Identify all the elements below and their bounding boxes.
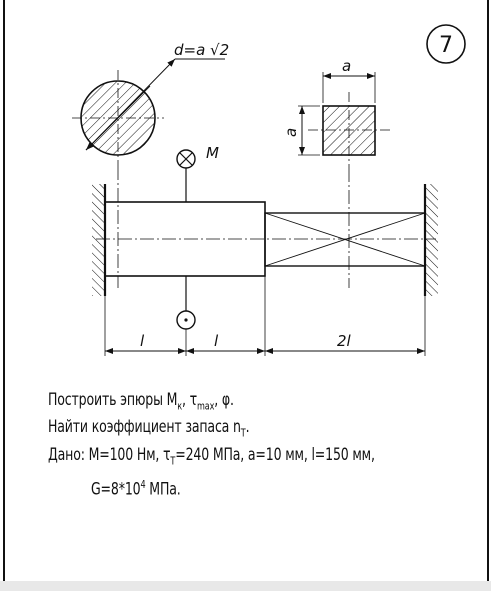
statement-line-2: Найти коэффициент запаса $n_T$. (48, 417, 250, 440)
statement-line-3: Дано: M=100 Нм, $\tau_T=240$ МПа, a=10 мм, l=150 мм, (48, 445, 375, 468)
dim-label-3: 2l (337, 332, 351, 350)
left-wall (92, 184, 105, 296)
square-height-label: a (282, 127, 300, 137)
square-width-label: a (342, 57, 352, 75)
statement-line-1: Построить эпюры $M_к$, $\tau_{max}$, φ. (48, 390, 234, 413)
center-lines (96, 166, 436, 288)
circle-diameter-label: d=a √2 (174, 41, 230, 59)
right-wall (425, 184, 438, 296)
dim-label-2: l (214, 332, 219, 350)
moment-label: M (206, 144, 219, 162)
problem-number: 7 (439, 33, 453, 58)
dimension-lines (105, 276, 425, 356)
shaft-square-part (265, 213, 425, 266)
square-section (282, 57, 390, 168)
problem-number-badge (427, 25, 465, 63)
statement-line-4: $G=8*10^4$ МПа. (91, 478, 181, 500)
moment-symbol (177, 144, 219, 329)
dim-label-1: l (140, 332, 145, 350)
